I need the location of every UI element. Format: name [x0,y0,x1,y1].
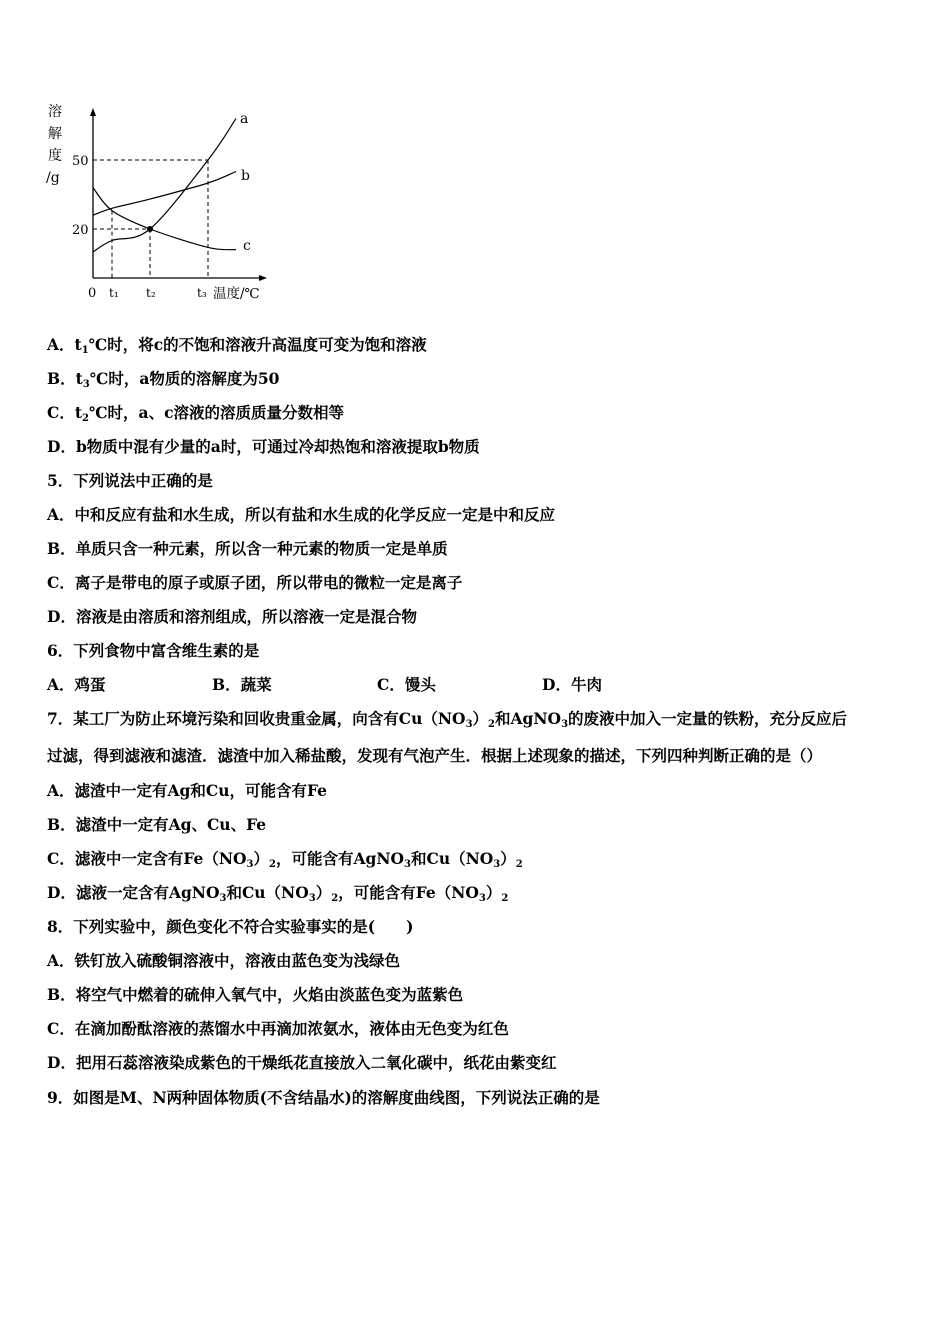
q5-option-c: C．离子是带电的原子或原子团，所以带电的微粒一定是离子 [47,573,463,592]
q7-stem-line2: 过滤，得到滤液和滤渣．滤渣中加入稀盐酸，发现有气泡产生．根据上述现象的描述，下列四种判断正确的是（） [47,746,823,765]
y-label-char: 溶 [48,104,62,120]
curve-a [93,119,236,252]
series-label-b: b [241,168,250,184]
y-axis-label [46,103,62,186]
q8-stem: 8．下列实验中，颜色变化不符合实验事实的是( ) [47,917,414,936]
series-label-a: a [240,111,249,127]
y-axis-arrow [90,108,96,116]
q7-stem-line1: 7．某工厂为防止环境污染和回收贵重金属，向含有$Cu(NO_3)_2$和AgNO$_3$的废液中加入一定量的铁粉，充分反应后 [47,709,848,730]
solubility-chart [38,98,278,310]
q7-option-c: C．滤液中一定含有$Fe(NO_3)_2$，可能含有AgNO$_3$和$Cu(NO_3)_2$ [47,849,523,870]
curve-b [93,172,236,216]
x-tick-label: t₂ [146,286,156,300]
series-label-c: c [243,238,251,254]
origin-label: 0 [88,286,97,301]
q4-option-c: C．$t_2℃$时，a、c溶液的溶质质量分数相等 [47,403,345,424]
y-tick-label: 20 [72,223,89,238]
solubility-curves [93,119,236,252]
q5-stem: 5．下列说法中正确的是 [47,471,213,490]
q4-option-b: B．$t_3℃$时，a物质的溶解度为50 [47,369,280,390]
q4-option-a: A．$t_1℃$时，将c的不饱和溶液升高温度可变为饱和溶液 [47,335,427,356]
q5-option-b: B．单质只含一种元素，所以含一种元素的物质一定是单质 [47,539,448,558]
q5-option-a: A．中和反应有盐和水生成，所以有盐和水生成的化学反应一定是中和反应 [47,505,556,524]
curve-c [93,188,236,250]
x-axis-label: 温度/℃ [213,286,260,302]
intersection-point [147,226,153,232]
q7-option-d: D．滤液一定含有AgNO$_3$和$Cu(NO_3)_2$，可能含有$Fe(NO_3)_2$ [47,883,509,904]
q6-option-b: B．蔬菜 [212,675,272,694]
q9-stem: 9．如图是M、N两种固体物质(不含结晶水)的溶解度曲线图，下列说法正确的是 [47,1088,600,1107]
q6-option-c: C．馒头 [377,675,436,694]
q7-option-b: B．滤渣中一定有Ag、Cu、Fe [47,815,267,834]
q6-stem: 6．下列食物中富含维生素的是 [47,641,260,660]
x-tick-label: t₃ [197,286,207,300]
q8-option-c: C．在滴加酚酞溶液的蒸馏水中再滴加浓氨水，液体由无色变为红色 [47,1019,509,1038]
q8-option-d: D．把用石蕊溶液染成紫色的干燥纸花直接放入二氧化碳中，纸花由紫变红 [47,1053,557,1072]
y-label-char: 解 [48,126,62,142]
q8-option-a: A．铁钉放入硫酸铜溶液中，溶液由蓝色变为浅绿色 [47,951,401,970]
q5-option-d: D．溶液是由溶质和溶剂组成，所以溶液一定是混合物 [47,607,417,626]
guide-lines [93,160,208,278]
y-label-char: 度 [48,148,62,164]
x-axis-arrow [259,275,267,281]
x-tick-label: t₁ [109,286,119,300]
q4-option-d: D．b物质中混有少量的a时，可通过冷却热饱和溶液提取b物质 [47,437,480,456]
q6-option-a: A．鸡蛋 [47,675,106,694]
y-label-char: /g [46,170,60,186]
y-tick-label: 50 [72,154,89,169]
q7-option-a: A．滤渣中一定有Ag和Cu，可能含有Fe [47,781,328,800]
q6-option-d: D．牛肉 [542,675,602,694]
q8-option-b: B．将空气中燃着的硫伸入氧气中，火焰由淡蓝色变为蓝紫色 [47,985,464,1004]
